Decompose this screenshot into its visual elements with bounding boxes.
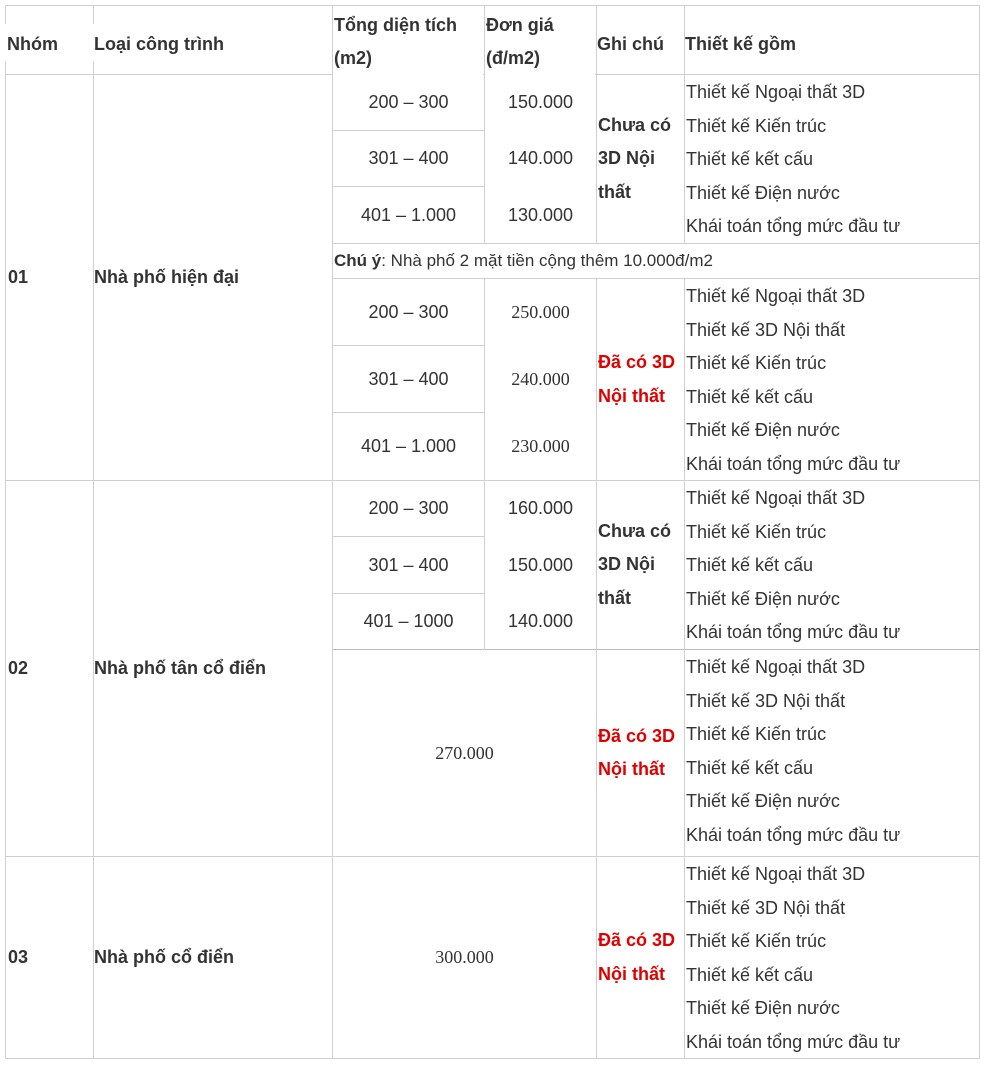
g2-no3d-area-3: 401 – 1000 bbox=[333, 594, 484, 649]
list-item: Thiết kế Ngoại thất 3D bbox=[686, 864, 866, 884]
list-item: Thiết kế Ngoại thất 3D bbox=[686, 488, 866, 508]
g2-no3d-area-1: 200 – 300 bbox=[333, 481, 484, 536]
g1-3d-area-3: 401 – 1.000 bbox=[333, 413, 484, 480]
group-id-01: 01 bbox=[6, 75, 92, 480]
g1-3d-area-1: 200 – 300 bbox=[333, 279, 484, 345]
g3-price: 300.000 bbox=[333, 857, 596, 1058]
list-item: Thiết kế 3D Nội thất bbox=[686, 897, 846, 918]
g1-3d-price-3: 230.000 bbox=[485, 413, 596, 480]
g2-3d-note: Đã có 3D Nội thất bbox=[597, 650, 683, 856]
g2-3d-price: 270.000 bbox=[333, 650, 596, 856]
list-item: Thiết kế kết cấu bbox=[686, 964, 814, 985]
g1-no3d-note: Chưa có 3D Nội thất bbox=[597, 75, 683, 243]
list-item: Thiết kế Điện nước bbox=[686, 791, 840, 811]
g2-no3d-price-3: 140.000 bbox=[485, 594, 596, 649]
header-includes: Thiết kế gồm bbox=[685, 24, 975, 61]
group-id-03: 03 bbox=[6, 857, 92, 1058]
header-price bbox=[485, 6, 595, 75]
list-item: Thiết kế Kiến trúc bbox=[686, 724, 827, 744]
g1-no3d-includes bbox=[685, 75, 979, 243]
list-item: Thiết kế Kiến trúc bbox=[686, 521, 827, 542]
header-area-line1: Tổng diện tích bbox=[334, 15, 457, 35]
header-group: Nhóm bbox=[5, 24, 93, 61]
list-item: Thiết kế Điện nước bbox=[686, 182, 840, 203]
g1-no3d-area-2: 301 – 400 bbox=[333, 131, 484, 186]
list-item: Khái toán tổng mức đầu tư bbox=[686, 824, 901, 845]
list-item: Thiết kế kết cấu bbox=[686, 757, 814, 778]
g1-no3d-price-1: 150.000 bbox=[485, 75, 596, 130]
g2-no3d-includes bbox=[685, 481, 979, 649]
header-area bbox=[333, 6, 483, 75]
notice-text: : Nhà phố 2 mặt tiền cộng thêm 10.000đ/m2 bbox=[381, 251, 713, 270]
header-area-line2: (m2) bbox=[334, 48, 373, 68]
list-item: Khái toán tổng mức đầu tư bbox=[686, 622, 901, 642]
surcharge-notice bbox=[333, 244, 979, 278]
list-item: Khái toán tổng mức đầu tư bbox=[686, 453, 901, 474]
list-item: Thiết kế kết cấu bbox=[686, 555, 814, 575]
g2-no3d-price-1: 160.000 bbox=[485, 481, 596, 536]
g2-no3d-price-2: 150.000 bbox=[485, 537, 596, 593]
g1-3d-price-1: 250.000 bbox=[485, 279, 596, 345]
g3-includes bbox=[685, 857, 979, 1058]
g1-no3d-price-3: 130.000 bbox=[485, 187, 596, 243]
list-item: Khái toán tổng mức đầu tư bbox=[686, 1031, 901, 1052]
g2-no3d-area-2: 301 – 400 bbox=[333, 537, 484, 593]
g2-3d-includes bbox=[685, 650, 979, 856]
group-id-02: 02 bbox=[6, 481, 92, 856]
list-item: Thiết kế Điện nước bbox=[686, 998, 840, 1018]
g1-3d-price-2: 240.000 bbox=[485, 346, 596, 412]
list-item: Thiết kế Ngoại thất 3D bbox=[686, 286, 866, 306]
g1-3d-includes bbox=[685, 279, 979, 480]
list-item: Thiết kế Kiến trúc bbox=[686, 353, 827, 373]
g2-no3d-note: Chưa có 3D Nội thất bbox=[597, 481, 683, 649]
list-item: Thiết kế 3D Nội thất bbox=[686, 319, 846, 340]
list-item: Thiết kế Kiến trúc bbox=[686, 931, 827, 951]
header-price-line2: (đ/m2) bbox=[486, 48, 540, 68]
g1-no3d-area-3: 401 – 1.000 bbox=[333, 187, 484, 243]
g1-no3d-area-1: 200 – 300 bbox=[333, 75, 484, 130]
list-item: Thiết kế Điện nước bbox=[686, 420, 840, 440]
list-item: Thiết kế Ngoại thất 3D bbox=[686, 657, 866, 677]
list-item: Thiết kế Kiến trúc bbox=[686, 115, 827, 136]
group-name-03: Nhà phố cổ điển bbox=[94, 857, 331, 1058]
g1-no3d-price-2: 140.000 bbox=[485, 131, 596, 186]
list-item: Thiết kế Điện nước bbox=[686, 588, 840, 609]
list-item: Thiết kế 3D Nội thất bbox=[686, 690, 846, 711]
g1-3d-area-2: 301 – 400 bbox=[333, 346, 484, 412]
notice-label: Chú ý bbox=[334, 251, 382, 270]
list-item: Thiết kế Ngoại thất 3D bbox=[686, 82, 866, 102]
header-price-line1: Đơn giá bbox=[486, 15, 554, 35]
list-item: Thiết kế kết cấu bbox=[686, 386, 814, 407]
g3-note: Đã có 3D Nội thất bbox=[597, 857, 683, 1058]
group-name-02: Nhà phố tân cổ điển bbox=[94, 481, 331, 856]
group-name-01: Nhà phố hiện đại bbox=[94, 75, 331, 480]
header-note: Ghi chú bbox=[597, 24, 683, 61]
header-type: Loại công trình bbox=[93, 24, 332, 61]
list-item: Khái toán tổng mức đầu tư bbox=[686, 216, 901, 236]
list-item: Thiết kế kết cấu bbox=[686, 149, 814, 169]
g1-3d-note: Đã có 3D Nội thất bbox=[597, 279, 683, 480]
